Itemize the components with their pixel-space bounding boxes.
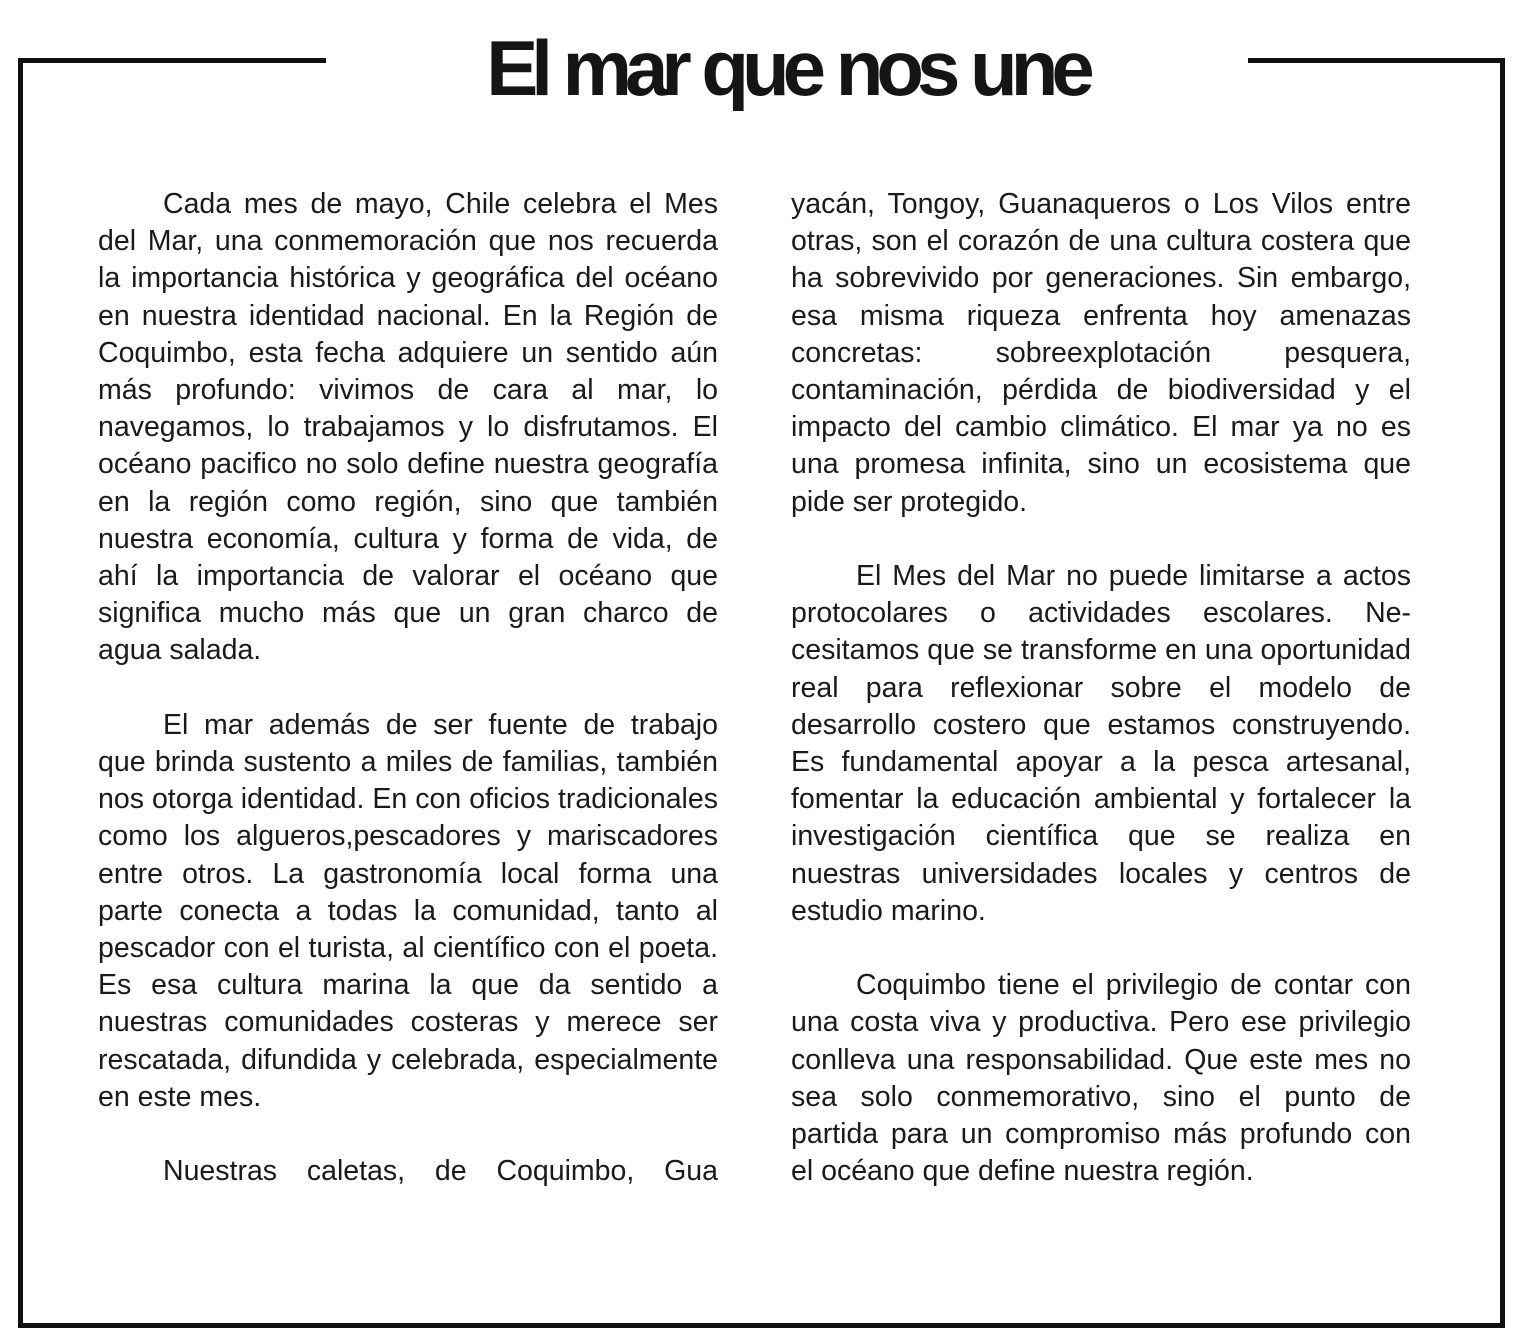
paragraph: El mar además de ser fuente de trabajo que brinda sustento a miles de familias, también nos otorga identidad. En con oficios tradicionales como los algueros,pescadores y mariscadores entre otros. La gastronomía local forma una parte conecta a todas la comunidad, tanto al pescador con el turista, al científico con el poeta. Es esa cultura marina la que da sentido a nuestras comunidades costeras y merece ser rescatada, difundida y celebrada, especialmente en este mes. <box>98 708 718 1113</box>
paragraph: yacán, Tongoy, Guanaqueros o Los Vilos entre otras, son el corazón de una cultura costera que ha sobrevivido por generaciones. Sin embargo, esa misma riqueza enfrenta hoy amenazas concretas: sobreexplotación pesquera, contaminación, pérdida de biodiversidad y el impacto del cambio climático. El mar ya no es una promesa infinita, sino un ecosistema que pide ser protegido. <box>791 188 1411 518</box>
article-title: El mar que nos une <box>486 24 1088 112</box>
frame-top-right-rule <box>1248 58 1500 63</box>
frame-top-left-rule <box>18 58 326 63</box>
left-column <box>98 186 718 1228</box>
paragraph: Nuestras caletas, de Coquimbo, Gua <box>163 1155 718 1188</box>
paragraph: El Mes del Mar no puede limitarse a actos protocolares o actividades escolares. Necesitamos que se transforme en una oportunidad real para reflexionar sobre el modelo de desarrollo costero que estamos construyendo. Es fundamental apoyar a la pesca artesanal, fomentar la educación ambiental y fortalecer la investigación científica que se realiza en nuestras universidades locales y centros de estudio marino. <box>791 560 1411 927</box>
paragraph: Cada mes de mayo, Chile celebra el Mes del Mar, una conmemoración que nos recuerda la importancia histórica y geográfica del océano en nuestra identidad nacional. En la Región de Coquimbo, esta fecha adquiere un sentido aún más profundo: vivimos de cara al mar, lo navegamos, lo trabajamos y lo disfrutamos. El océano pacifico no solo define nuestra geografía en la región como región, sino que también nuestra economía, cultura y forma de vida, de ahí la importancia de valorar el océano que significa mucho más que un gran charco de agua salada. <box>98 188 718 667</box>
paragraph: Coquimbo tiene el privilegio de contar con una costa viva y productiva. Pero ese privilegio conlleva una responsabilidad. Que este mes no sea solo conmemorativo, sino el punto de partida para un compromiso más profundo con el océano que define nuestra región. <box>791 969 1411 1188</box>
right-column <box>791 186 1411 1228</box>
